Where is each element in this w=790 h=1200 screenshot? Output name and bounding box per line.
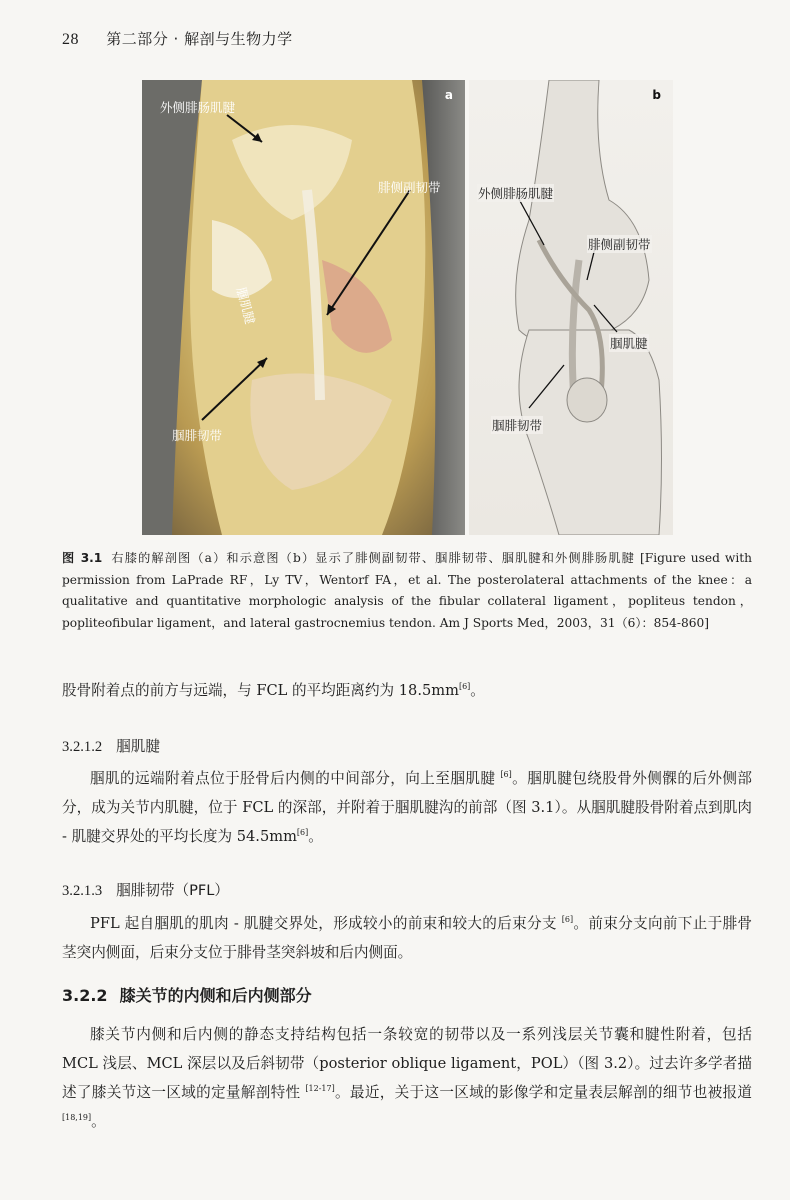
panel-b-letter: b [652,88,661,102]
figure-caption [62,548,752,634]
heading-title: 腘肌腱 [116,738,160,755]
figure-panel-b [469,80,673,535]
label-popliteus-a: 腘肌腱 [233,285,258,326]
paragraph-pfl [62,909,752,967]
paragraph-text: 。腘肌腱包绕股骨外侧髁的后外侧部分，成为关节内肌腱，位于 FCL 的深部，并附着于腘肌腱沟的前部（图 3.1）。从腘肌腱股骨附着点到肌肉 - 肌腱交界处的平均长度为 54.5mm [62,770,752,845]
paragraph-text: PFL 起自腘肌的肌肉 - 肌腱交界处，形成较小的前束和较大的后束分支 [90,915,562,932]
citation: [6] [561,915,574,925]
panel-a-letter: a [444,88,453,102]
heading-number: 3.2.1.2 [62,739,103,755]
heading-3-2-1-2 [62,735,160,756]
caption-number: 图 3.1 [62,551,103,565]
running-head [62,28,293,49]
citation: [18,19] [62,1113,92,1123]
label-pfl-b: 腘腓韧带 [492,418,543,433]
citation: [6] [458,682,471,692]
label-popliteus-b: 腘肌腱 [610,336,648,351]
dissection-photo [142,80,465,535]
label-pfl-a: 腘腓韧带 [172,428,223,443]
paragraph-text: 。最近，关于这一区域的影像学和定量表层解剖的细节也被报道 [334,1084,752,1101]
paragraph-text: 膝关节内侧和后内侧的静态支持结构包括一条较宽的韧带以及一系列浅层关节囊和腱性附着，包括 MCL 浅层、MCL 深层以及后斜韧带（posterior oblique ligament，POL）（图 3.2）。过去许多学者描述了膝关节这一区域的定量解剖特性 [62,1026,752,1101]
citation: [6] [500,770,512,780]
paragraph-text: 腘肌的远端附着点位于胫骨后内侧的中间部分，向上至腘肌腱 [90,770,501,787]
paragraph-text: 。前束分支向前下止于腓骨茎突内侧面，后束分支位于腓骨茎突斜坡和后内侧面。 [62,915,752,961]
label-fcl-b: 腓侧副韧带 [588,237,651,252]
heading-number: 3.2.2 [62,986,108,1005]
caption-text: 右膝的解剖图（a）和示意图（b）显示了腓侧副韧带、腘腓韧带、腘肌腱和外侧腓肠肌腱 [Figure used with permission from LaPrade RF，Ly TV，Wentorf FA，et al. The posterolateral attachments of the knee：a qualitative and quantitative morphologic analysis of the fibular collateral ligament，popliteus tendon，popliteofibular ligament，and lateral gastrocnemius tendon. Am J Sports Med，2003，31（6）：854-860] [62,551,752,630]
running-head-title: 第二部分 · 解剖与生物力学 [106,30,293,48]
paragraph-text: 股骨附着点的前方与远端，与 FCL 的平均距离约为 18.5mm [62,682,459,699]
heading-number: 3.2.1.3 [62,883,103,899]
citation: [6] [296,828,309,838]
knee-illustration [469,80,673,535]
label-fcl-a: 腓侧副韧带 [378,180,441,195]
page-number: 28 [62,31,79,48]
heading-title: 膝关节的内侧和后内侧部分 [119,986,312,1005]
heading-3-2-1-3 [62,879,229,900]
label-lateral-gastrocnemius-a: 外侧腓肠肌腱 [160,100,236,115]
paragraph-text: 。 [470,682,485,699]
paragraph-fcl-end [62,676,752,705]
paragraph-popliteus [62,764,752,851]
heading-3-2-2 [62,983,312,1006]
citation: [12-17] [305,1084,335,1094]
figure-panel-a [142,80,465,535]
paragraph-text: 。 [91,1113,106,1130]
label-lateral-gastrocnemius-b: 外侧腓肠肌腱 [478,186,554,201]
heading-title: 腘腓韧带（PFL） [116,882,230,899]
paragraph-text: 。 [308,828,323,845]
paragraph-medial [62,1020,752,1136]
